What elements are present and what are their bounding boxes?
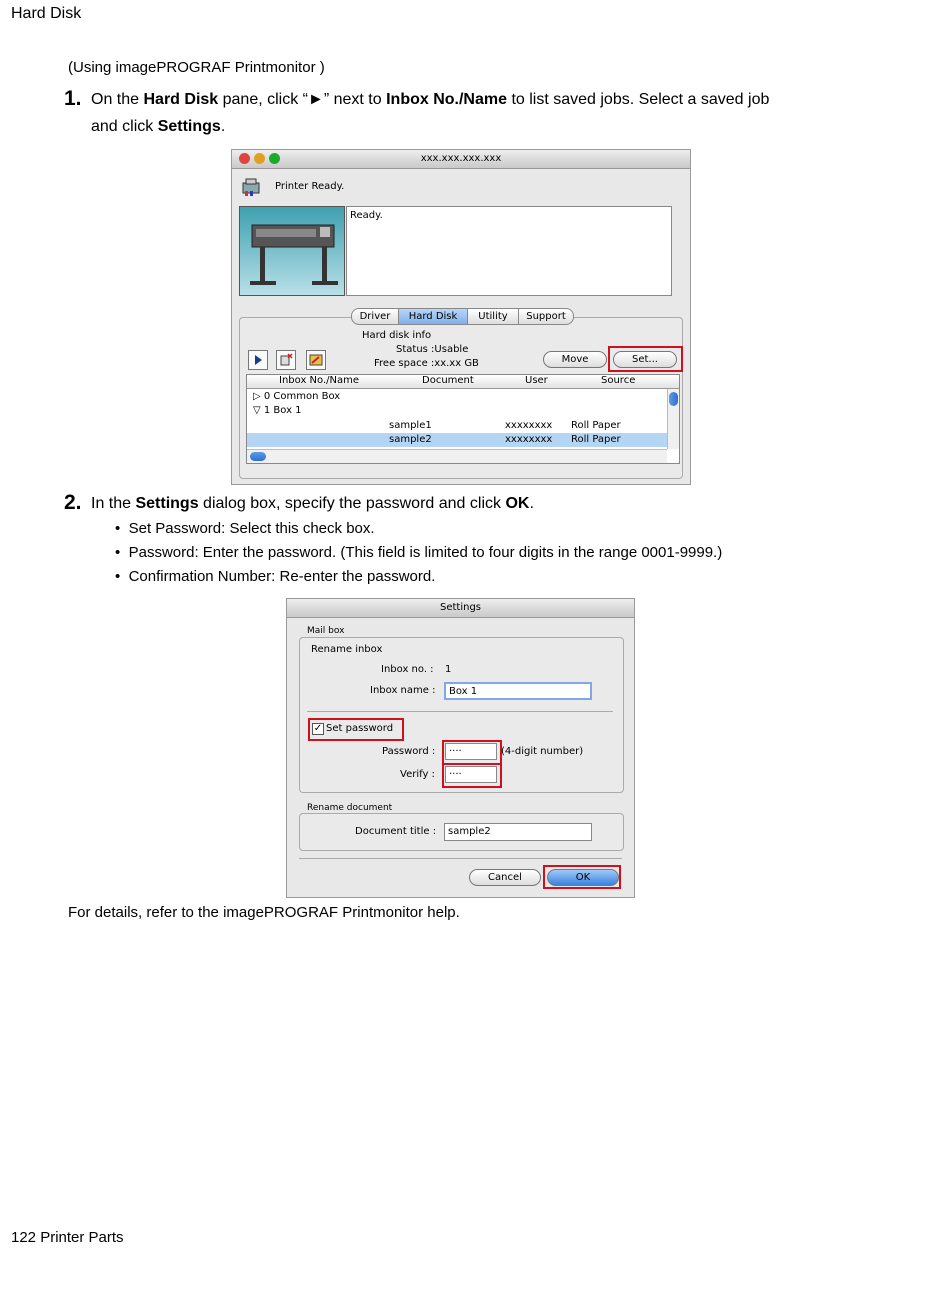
cancel-button[interactable]: Cancel (469, 869, 541, 886)
verify-label: Verify : (400, 769, 435, 780)
scroll-thumb[interactable] (669, 392, 678, 406)
column-user[interactable]: User (525, 375, 548, 386)
step-1-t2: pane, click “►” next to (218, 91, 387, 108)
tab-utility[interactable]: Utility (467, 308, 519, 325)
printmonitor-window (231, 149, 691, 485)
inbox-name-label: Inbox name : (370, 685, 436, 696)
table-row[interactable] (247, 419, 667, 433)
highlight-set-password (308, 718, 404, 741)
step-2-text (91, 490, 871, 517)
step-1-t5: . (220, 118, 226, 135)
disclosure-down-icon[interactable]: ▽ (253, 405, 264, 416)
password-label: Password : (382, 746, 436, 757)
step-2-b1: Settings (135, 495, 199, 512)
tab-support[interactable]: Support (518, 308, 574, 325)
row-user: xxxxxxxx (505, 434, 553, 445)
expand-icon[interactable] (248, 350, 268, 370)
document-title-label: Document title : (355, 826, 437, 837)
step-1-b1: Hard Disk (143, 91, 219, 108)
step-1-text (91, 86, 871, 140)
step-2-t1: In the (91, 495, 136, 512)
highlight-verify (442, 763, 502, 788)
mailbox-heading: Mail box (307, 626, 345, 636)
inbox-name-input[interactable]: Box 1 (444, 682, 592, 700)
step-2-b2: OK (505, 495, 530, 512)
settings-dialog (286, 598, 635, 898)
bullet-confirmation: • Confirmation Number: Re-enter the password. (115, 568, 436, 585)
step-1-t4: and click (91, 118, 158, 135)
status-message-box (346, 206, 672, 296)
list-item-name: 1 Box 1 (263, 405, 302, 416)
inbox-no-label: Inbox no. : (381, 664, 434, 675)
list-header (247, 375, 679, 389)
page-header: Hard Disk (11, 5, 82, 22)
step-2-t3: . (529, 495, 534, 512)
divider (307, 711, 613, 712)
step-1-b2: Inbox No./Name (386, 91, 507, 108)
column-source[interactable]: Source (601, 375, 636, 386)
tab-hard-disk[interactable]: Hard Disk (398, 308, 468, 325)
column-document[interactable]: Document (422, 375, 474, 386)
bullet-set-password: • Set Password: Select this check box. (115, 520, 375, 537)
print-job-icon[interactable] (306, 350, 326, 370)
row-source: Roll Paper (571, 434, 621, 445)
minimize-icon[interactable] (254, 153, 265, 164)
step-1-b3: Settings (157, 118, 221, 135)
row-source: Roll Paper (571, 420, 621, 431)
hscroll-thumb[interactable] (250, 452, 266, 461)
inbox-no-value: 1 (445, 664, 452, 675)
bullet-password: • Password: Enter the password. (This field is limited to four digits in the range 0001-9999.) (115, 544, 723, 561)
tab-bar (351, 308, 573, 325)
highlight-set-button (608, 346, 683, 372)
job-list (246, 374, 680, 464)
ok-button[interactable]: OK (547, 869, 619, 886)
intro-text: (Using imagePROGRAF Printmonitor ) (68, 59, 325, 76)
move-button[interactable]: Move (543, 351, 607, 368)
bullet-text: Set Password: Select this check box. (128, 520, 375, 537)
hard-disk-info-heading: Hard disk info (362, 330, 432, 341)
printer-image (239, 206, 345, 296)
step-1-t1: On the (91, 91, 144, 108)
row-document: sample2 (389, 434, 432, 445)
column-inbox[interactable]: Inbox No./Name (279, 375, 360, 386)
step-1-t3: to list saved jobs. Select a saved job (507, 91, 770, 108)
details-text: For details, refer to the imagePROGRAF Printmonitor help. (68, 904, 460, 921)
digits-note: (4-digit number) (501, 746, 584, 757)
delete-job-icon[interactable] (276, 350, 296, 370)
step-2-t2: dialog box, specify the password and click (198, 495, 506, 512)
vertical-scrollbar[interactable] (667, 389, 679, 449)
list-item[interactable] (253, 391, 340, 402)
set-password-checkbox[interactable]: ✓ (313, 723, 323, 734)
hard-disk-free-space: Free space :xx.xx GB (374, 358, 479, 369)
set-password-label: Set password (326, 723, 394, 734)
bullet-text: Password: Enter the password. (This field is limited to four digits in the range 0001-9999.) (128, 544, 723, 561)
table-row-selected[interactable] (247, 433, 667, 447)
row-document: sample1 (389, 420, 432, 431)
highlight-password (442, 740, 502, 765)
status-message: Ready. (350, 210, 383, 221)
hard-disk-status: Status :Usable (396, 344, 469, 355)
tab-driver[interactable]: Driver (351, 308, 399, 325)
horizontal-scrollbar[interactable] (247, 449, 667, 463)
verify-input[interactable]: ···· (445, 766, 497, 783)
highlight-ok (543, 865, 621, 889)
step-2-number: 2. (64, 491, 82, 514)
window-title: xxx.xxx.xxx.xxx (420, 153, 502, 164)
set-button[interactable]: Set... (613, 351, 677, 368)
rename-inbox-heading: Rename inbox (311, 644, 383, 655)
page-footer: 122 Printer Parts (11, 1229, 124, 1246)
titlebar (232, 150, 690, 169)
rename-document-heading: Rename document (307, 803, 393, 813)
list-item-name: 0 Common Box (263, 391, 341, 402)
bullet-text: Confirmation Number: Re-enter the password. (128, 568, 436, 585)
titlebar: Settings (287, 599, 634, 618)
list-item[interactable] (253, 405, 302, 416)
step-1-number: 1. (64, 87, 82, 110)
printer-status-text: Printer Ready. (275, 181, 345, 192)
printer-status-icon (241, 177, 261, 197)
row-user: xxxxxxxx (505, 420, 553, 431)
document-title-input[interactable]: sample2 (444, 823, 592, 841)
divider (299, 858, 622, 859)
close-icon[interactable] (239, 153, 250, 164)
disclosure-right-icon[interactable]: ▷ (253, 391, 264, 402)
password-input[interactable]: ···· (445, 743, 497, 760)
zoom-icon[interactable] (269, 153, 280, 164)
